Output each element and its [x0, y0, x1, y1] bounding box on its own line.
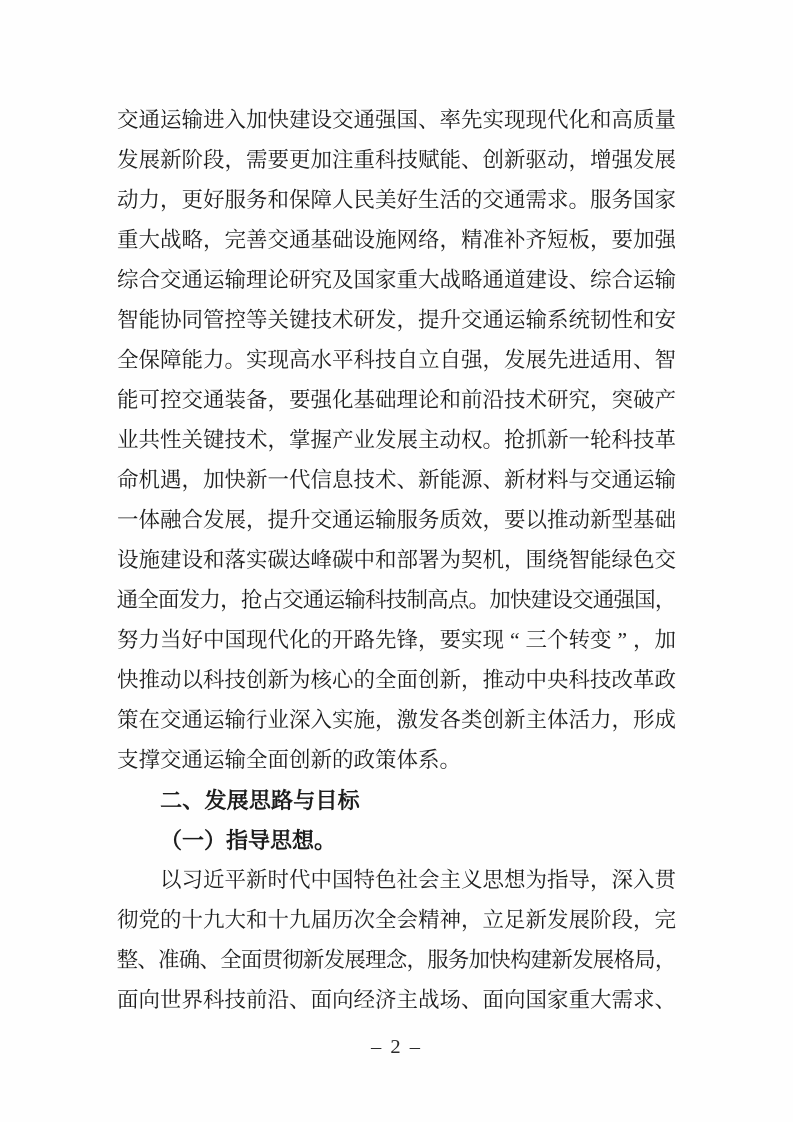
- text-line: 面 向 世 界 科 技 前 沿 、 面 向 经 济 主 战 场 、 面 向 国 家 重 大 需 求 、: [117, 988, 677, 1013]
- text-line: 业 共 性 关 键 技 术 ， 掌 握 产 业 发 展 主 动 权 。 抢 抓 新 一 轮 科 技 革: [117, 428, 677, 453]
- section-heading: [117, 781, 676, 821]
- text-line: 以 习 近 平 新 时 代 中 国 特 色 社 会 主 义 思 想 为 指 导 ， 深 入 贯: [160, 868, 677, 893]
- document-body: [117, 101, 676, 1021]
- text-line: 命 机 遇 ， 加 快 新 一 代 信 息 技 术 、 新 能 源 、 新 材 料 与 交 通 运 输: [117, 468, 677, 493]
- text-line: 全 保 障 能 力 。 实 现 高 水 平 科 技 自 立 自 强 ， 发 展 先 进 适 用 、 智: [117, 348, 677, 373]
- text-line: 动 力 ， 更 好 服 务 和 保 障 人 民 美 好 生 活 的 交 通 需 求 。 服 务 国 家: [117, 188, 677, 213]
- text-line: 综 合 交 通 运 输 理 论 研 究 及 国 家 重 大 战 略 通 道 建 设 、 综 合 运 输: [117, 268, 677, 293]
- text-line: 努 力 当 好 中 国 现 代 化 的 开 路 先 锋 ， 要 实 现 “ 三 个 转 变 ” ， 加: [117, 628, 677, 653]
- text-line: 交 通 运 输 进 入 加 快 建 设 交 通 强 国 、 率 先 实 现 现 代 化 和 高 质 量: [117, 108, 677, 133]
- text-line: 智 能 协 同 管 控 等 关 键 技 术 研 发 ， 提 升 交 通 运 输 系 统 韧 性 和 安: [117, 308, 677, 333]
- text-line: 设 施 建 设 和 落 实 碳 达 峰 碳 中 和 部 署 为 契 机 ， 围 绕 智 能 绿 色 交: [117, 548, 677, 573]
- text-line: 快 推 动 以 科 技 创 新 为 核 心 的 全 面 创 新 ， 推 动 中 央 科 技 改 革 政: [117, 668, 677, 693]
- text-line: 彻 党 的 十 九 大 和 十 九 届 历 次 全 会 精 神 ， 立 足 新 发 展 阶 段 ， 完: [117, 908, 677, 933]
- paragraph-continued: [117, 101, 676, 781]
- text-line: 支 撑 交 通 运 输 全 面 创 新 的 政 策 体 系 。: [117, 748, 462, 773]
- text-line: 发 展 新 阶 段 ， 需 要 更 加 注 重 科 技 赋 能 、 创 新 驱 动 ， 增 强 发 展: [117, 148, 677, 173]
- text-line: （ 一 ） 指 导 思 想 。: [160, 828, 337, 853]
- text-line: 一 体 融 合 发 展 ， 提 升 交 通 运 输 服 务 质 效 ， 要 以 推 动 新 型 基 础: [117, 508, 677, 533]
- paragraph-guiding-ideology: [117, 861, 676, 1021]
- text-line: 二 、 发 展 思 路 与 目 标: [160, 788, 360, 813]
- subsection-heading: [117, 821, 676, 861]
- text-line: 能 可 控 交 通 装 备 ， 要 强 化 基 础 理 论 和 前 沿 技 术 研 究 ， 突 破 产: [117, 388, 677, 413]
- text-line: 策 在 交 通 运 输 行 业 深 入 实 施 ， 激 发 各 类 创 新 主 体 活 力 ， 形 成: [117, 708, 677, 733]
- text-line: 通 全 面 发 力 ， 抢 占 交 通 运 输 科 技 制 高 点 。 加 快 建 设 交 通 强 国 ，: [116, 588, 677, 613]
- text-line: 重 大 战 略 ， 完 善 交 通 基 础 设 施 网 络 ， 精 准 补 齐 短 板 ， 要 加 强: [117, 228, 677, 253]
- page-number: – 2 –: [371, 1036, 422, 1058]
- text-line: 整 、 准 确 、 全 面 贯 彻 新 发 展 理 念 ， 服 务 加 快 构 建 新 发 展 格 局 ，: [116, 948, 677, 973]
